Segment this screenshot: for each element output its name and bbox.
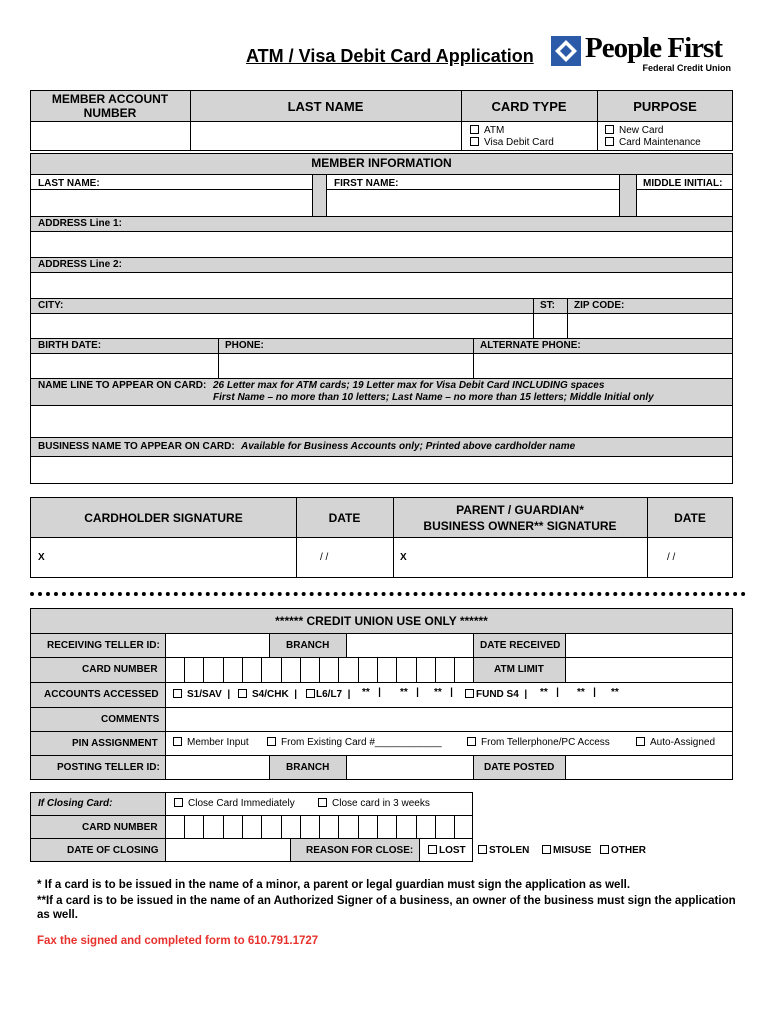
checkbox-icon[interactable] xyxy=(600,845,609,854)
account-blank-3[interactable]: ** | xyxy=(434,687,453,698)
checkbox-icon[interactable] xyxy=(318,798,327,807)
checkbox-icon[interactable] xyxy=(467,737,476,746)
date-separators-1[interactable]: / / xyxy=(320,552,329,563)
account-blank-1[interactable]: ** | xyxy=(362,687,381,698)
pin-member-input-option[interactable]: Member Input xyxy=(173,737,249,748)
checkbox-icon[interactable] xyxy=(636,737,645,746)
checkbox-icon[interactable] xyxy=(470,125,479,134)
parent-guardian-header-line2: BUSINESS OWNER** SIGNATURE xyxy=(423,519,617,533)
minor-note: * If a card is to be issued in the name of a minor, a parent or legal guardian must sign the application as well. xyxy=(37,879,631,891)
pin-tellerphone-option[interactable]: From Tellerphone/PC Access xyxy=(467,737,610,748)
first-name-label: FIRST NAME: xyxy=(334,178,399,189)
account-blank-4[interactable]: ** | xyxy=(540,687,559,698)
checkbox-icon[interactable] xyxy=(465,689,474,698)
account-blank-6[interactable]: ** xyxy=(611,687,619,698)
date-received-label: DATE RECEIVED xyxy=(480,640,561,651)
reason-stolen-option[interactable]: STOLEN xyxy=(478,845,529,856)
reason-for-close-label: REASON FOR CLOSE: xyxy=(306,845,414,856)
close-immediately-option[interactable]: Close Card Immediately xyxy=(174,798,295,809)
pin-auto-assigned-option[interactable]: Auto-Assigned xyxy=(636,737,715,748)
closing-card-number-boxes[interactable] xyxy=(165,815,473,838)
middle-initial-label: MIDDLE INITIAL: xyxy=(643,178,723,189)
fax-instruction: Fax the signed and completed form to 610.791.1727 xyxy=(37,935,319,947)
logo xyxy=(551,32,733,76)
branch-field-2[interactable] xyxy=(347,756,472,779)
comments-label: COMMENTS xyxy=(101,714,160,725)
cardholder-signature-x: X xyxy=(38,552,45,563)
checkbox-icon[interactable] xyxy=(478,845,487,854)
authorized-signer-note: **If a card is to be issued in the name of an Authorized Signer of a business, an owner of the business must sign the application as well. xyxy=(37,895,736,921)
business-name-label: BUSINESS NAME TO APPEAR ON CARD: xyxy=(38,441,235,452)
business-name-note: Available for Business Accounts only; Printed above cardholder name xyxy=(241,441,576,452)
receiving-teller-field[interactable] xyxy=(166,634,269,656)
close-3-weeks-option[interactable]: Close card in 3 weeks xyxy=(318,798,430,809)
member-info-title: MEMBER INFORMATION xyxy=(311,156,452,170)
phone-field[interactable] xyxy=(219,354,472,377)
date-separators-2[interactable]: / / xyxy=(667,552,676,563)
birth-date-label: BIRTH DATE: xyxy=(38,340,102,351)
checkbox-icon[interactable] xyxy=(428,845,437,854)
address-line1-label: ADDRESS Line 1: xyxy=(38,218,122,229)
checkbox-icon[interactable] xyxy=(267,737,276,746)
state-label: ST: xyxy=(540,300,555,311)
checkbox-icon[interactable] xyxy=(173,689,182,698)
date-posted-field[interactable] xyxy=(566,756,732,779)
date-header-2: DATE xyxy=(674,511,706,525)
date-of-closing-label: DATE OF CLOSING xyxy=(67,845,159,856)
name-line-note1: 26 Letter max for ATM cards; 19 Letter max for Visa Debit Card INCLUDING spaces xyxy=(213,380,605,391)
last-name-label: LAST NAME: xyxy=(38,178,100,189)
phone-label: PHONE: xyxy=(225,340,264,351)
birth-date-field[interactable] xyxy=(31,354,217,377)
member-first-name-field[interactable] xyxy=(327,190,618,215)
branch-label-2: BRANCH xyxy=(286,762,330,773)
name-on-card-field[interactable] xyxy=(31,406,732,436)
name-line-note2: First Name – no more than 10 letters; Last Name – no more than 15 letters; Middle Initial only xyxy=(213,392,654,403)
pin-existing-card-option[interactable]: From Existing Card #____________ xyxy=(267,737,442,748)
account-blank-2[interactable]: ** | xyxy=(400,687,419,698)
if-closing-label: If Closing Card: xyxy=(38,798,113,809)
checkbox-icon[interactable] xyxy=(173,737,182,746)
address-line2-label: ADDRESS Line 2: xyxy=(38,259,122,270)
parent-guardian-header-line1: PARENT / GUARDIAN* xyxy=(456,503,584,517)
purpose-maintenance-option[interactable]: Card Maintenance xyxy=(605,137,701,148)
card-number-label: CARD NUMBER xyxy=(82,664,158,675)
alternate-phone-label: ALTERNATE PHONE: xyxy=(480,340,581,351)
member-last-name-field[interactable] xyxy=(31,190,311,215)
checkbox-icon[interactable] xyxy=(605,137,614,146)
cut-line xyxy=(30,592,746,596)
accounts-accessed-label: ACCOUNTS ACCESSED xyxy=(44,689,159,700)
checkbox-icon[interactable] xyxy=(542,845,551,854)
comments-field[interactable] xyxy=(166,708,732,730)
date-posted-label: DATE POSTED xyxy=(484,762,555,773)
account-s4-chk[interactable]: S4/CHK | xyxy=(238,689,297,700)
last-name-header: LAST NAME xyxy=(287,99,364,114)
last-name-field[interactable] xyxy=(191,122,460,150)
pin-assignment-label: PIN ASSIGNMENT xyxy=(72,738,158,749)
date-header-1: DATE xyxy=(328,511,361,525)
checkbox-icon[interactable] xyxy=(306,689,315,698)
form-title: ATM / Visa Debit Card Application xyxy=(246,46,534,66)
state-field[interactable] xyxy=(534,314,566,337)
atm-limit-field[interactable] xyxy=(566,658,732,681)
card-type-header: CARD TYPE xyxy=(491,99,567,114)
checkbox-icon[interactable] xyxy=(605,125,614,134)
atm-limit-label: ATM LIMIT xyxy=(494,664,544,675)
date-received-field[interactable] xyxy=(566,634,732,656)
cardholder-signature-field[interactable] xyxy=(50,540,294,576)
parent-signature-field[interactable] xyxy=(412,540,645,576)
reason-misuse-option[interactable]: MISUSE xyxy=(542,845,591,856)
posting-teller-field[interactable] xyxy=(166,756,269,779)
reason-lost-option[interactable]: LOST xyxy=(428,845,466,856)
member-account-number-field[interactable] xyxy=(31,122,189,150)
branch-field[interactable] xyxy=(347,634,472,656)
purpose-header: PURPOSE xyxy=(633,99,697,114)
card-type-visa-option[interactable]: Visa Debit Card xyxy=(470,137,554,148)
name-line-label: NAME LINE TO APPEAR ON CARD: xyxy=(38,380,207,391)
account-l6-l7[interactable]: L6/L7 | xyxy=(306,689,350,700)
city-field[interactable] xyxy=(31,314,532,337)
checkbox-icon[interactable] xyxy=(174,798,183,807)
purpose-new-card-option[interactable]: New Card xyxy=(605,125,663,136)
member-account-number-header: MEMBER ACCOUNT NUMBER xyxy=(51,92,169,120)
alternate-phone-field[interactable] xyxy=(474,354,732,377)
closing-card-number-label: CARD NUMBER xyxy=(82,822,158,833)
business-name-field[interactable] xyxy=(31,457,732,483)
date-of-closing-field[interactable] xyxy=(166,839,290,861)
logo-subtitle: Federal Credit Union xyxy=(642,63,731,73)
parent-signature-x: X xyxy=(400,552,407,563)
checkbox-icon[interactable] xyxy=(238,689,247,698)
city-label: CITY: xyxy=(38,300,64,311)
zip-label: ZIP CODE: xyxy=(574,300,625,311)
cardholder-signature-header: CARDHOLDER SIGNATURE xyxy=(84,511,243,525)
logo-name: People First xyxy=(585,32,722,64)
card-type-atm-option[interactable]: ATM xyxy=(470,125,504,136)
address-line2-field[interactable] xyxy=(31,273,732,298)
reason-other-option[interactable]: OTHER xyxy=(600,845,646,856)
account-fund-s4[interactable]: FUND S4 | xyxy=(465,689,527,700)
account-blank-5[interactable]: ** | xyxy=(577,687,596,698)
card-number-boxes[interactable] xyxy=(165,657,473,682)
checkbox-icon[interactable] xyxy=(470,137,479,146)
logo-mark-icon xyxy=(551,36,581,66)
branch-label: BRANCH xyxy=(286,640,330,651)
zip-field[interactable] xyxy=(568,314,732,337)
address-line1-field[interactable] xyxy=(31,232,732,257)
credit-union-use-title: ****** CREDIT UNION USE ONLY ****** xyxy=(275,614,488,628)
posting-teller-label: POSTING TELLER ID: xyxy=(57,762,160,773)
receiving-teller-label: RECEIVING TELLER ID: xyxy=(47,640,160,651)
member-middle-initial-field[interactable] xyxy=(637,190,732,215)
account-s1-sav[interactable]: S1/SAV | xyxy=(173,689,230,700)
